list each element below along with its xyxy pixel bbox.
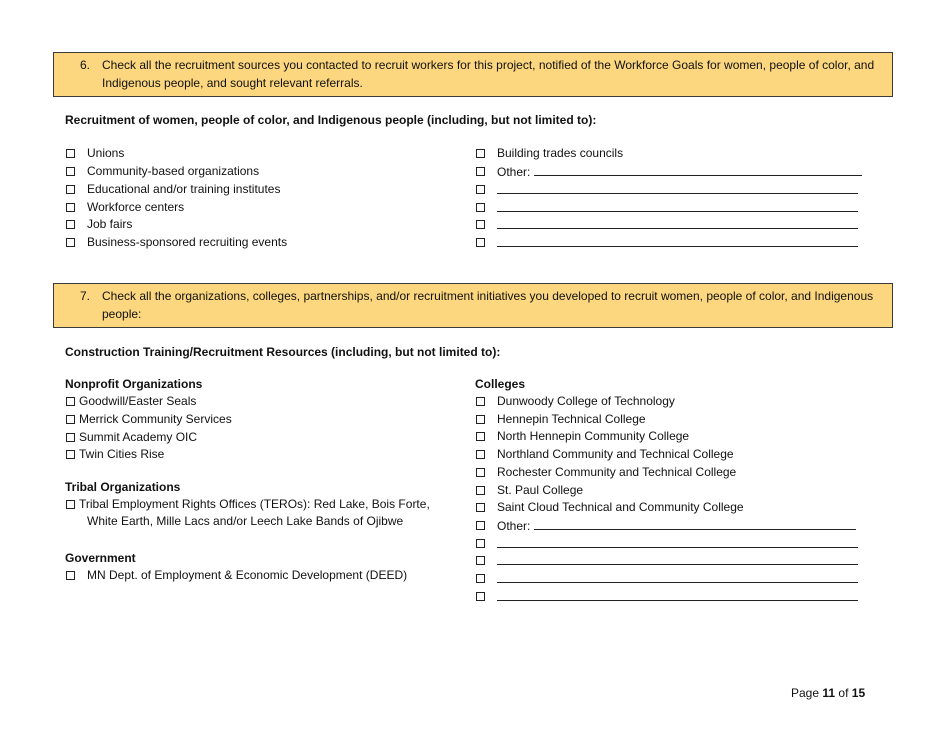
question-7-box: [53, 283, 893, 328]
question-7-text: Check all the organizations, colleges, partnerships, and/or recruitment initiatives you developed to recruit women, people of color, and Indigenous people:: [102, 289, 874, 321]
checkbox-summit[interactable]: Summit Academy OIC: [66, 429, 197, 447]
colleges-title: Colleges: [475, 377, 526, 391]
blank-line[interactable]: [497, 199, 858, 212]
checkbox-icon[interactable]: [476, 167, 485, 176]
question-6-text: Check all the recruitment sources you contacted to recruit workers for this project, notified of the Workforce Goals for women, people of color, and Indigenous people, and sought relevant referrals.: [102, 58, 875, 90]
checkbox-icon[interactable]: [476, 521, 485, 530]
checkbox-icon[interactable]: [476, 397, 485, 406]
blank-line[interactable]: [497, 588, 858, 601]
checkbox-icon[interactable]: [476, 468, 485, 477]
checkbox-icon[interactable]: [476, 432, 485, 441]
checkbox-icon[interactable]: [476, 415, 485, 424]
checkbox-icon[interactable]: [476, 556, 485, 565]
checkbox-icon[interactable]: [66, 571, 75, 580]
section2-heading: Construction Training/Recruitment Resources (including, but not limited to):: [65, 345, 501, 359]
checkbox-icon[interactable]: [66, 167, 75, 176]
checkbox-icon[interactable]: [476, 203, 485, 212]
checkbox-icon[interactable]: [476, 238, 485, 247]
nonprofit-title: Nonprofit Organizations: [65, 377, 203, 391]
checkbox-icon[interactable]: [66, 397, 75, 406]
other-blank-line[interactable]: [534, 517, 856, 530]
question-6-number: 6.: [80, 58, 91, 72]
checkbox-icon[interactable]: [476, 185, 485, 194]
checkbox-icon[interactable]: [476, 539, 485, 548]
blank-line[interactable]: [497, 552, 858, 565]
page-number: Page 11 of 15: [791, 686, 866, 700]
checkbox-icon[interactable]: [66, 450, 75, 459]
checkbox-icon[interactable]: [66, 220, 75, 229]
tribal-title: Tribal Organizations: [65, 480, 181, 494]
government-title: Government: [65, 551, 136, 565]
blank-line[interactable]: [497, 234, 858, 247]
blank-line[interactable]: [497, 535, 858, 548]
checkbox-merrick[interactable]: Merrick Community Services: [66, 411, 232, 429]
checkbox-icon[interactable]: [66, 500, 75, 509]
checkbox-teros[interactable]: Tribal Employment Rights Offices (TEROs): Red Lake, Bois Forte,: [66, 496, 430, 514]
blank-line[interactable]: [497, 216, 858, 229]
blank-line[interactable]: [497, 570, 858, 583]
checkbox-icon[interactable]: [476, 592, 485, 601]
checkbox-twin-cities-rise[interactable]: Twin Cities Rise: [66, 446, 164, 464]
checkbox-icon[interactable]: [476, 220, 485, 229]
checkbox-icon[interactable]: [66, 238, 75, 247]
checkbox-icon[interactable]: [66, 415, 75, 424]
checkbox-icon[interactable]: [476, 574, 485, 583]
section1-heading: Recruitment of women, people of color, and Indigenous people (including, but not limited to):: [65, 113, 597, 127]
question-7-number: 7.: [80, 289, 91, 303]
checkbox-icon[interactable]: [66, 185, 75, 194]
checkbox-icon[interactable]: [476, 450, 485, 459]
blank-line[interactable]: [497, 181, 858, 194]
other-blank-line[interactable]: [534, 163, 862, 176]
teros-line2: White Earth, Mille Lacs and/or Leech Lake Bands of Ojibwe: [87, 514, 404, 528]
checkbox-icon[interactable]: [66, 203, 75, 212]
checkbox-icon[interactable]: [476, 149, 485, 158]
question-6-box: [53, 52, 893, 97]
checkbox-icon[interactable]: [66, 149, 75, 158]
checkbox-goodwill[interactable]: Goodwill/Easter Seals: [66, 393, 196, 411]
checkbox-icon[interactable]: [476, 503, 485, 512]
checkbox-icon[interactable]: [66, 433, 75, 442]
checkbox-icon[interactable]: [476, 486, 485, 495]
